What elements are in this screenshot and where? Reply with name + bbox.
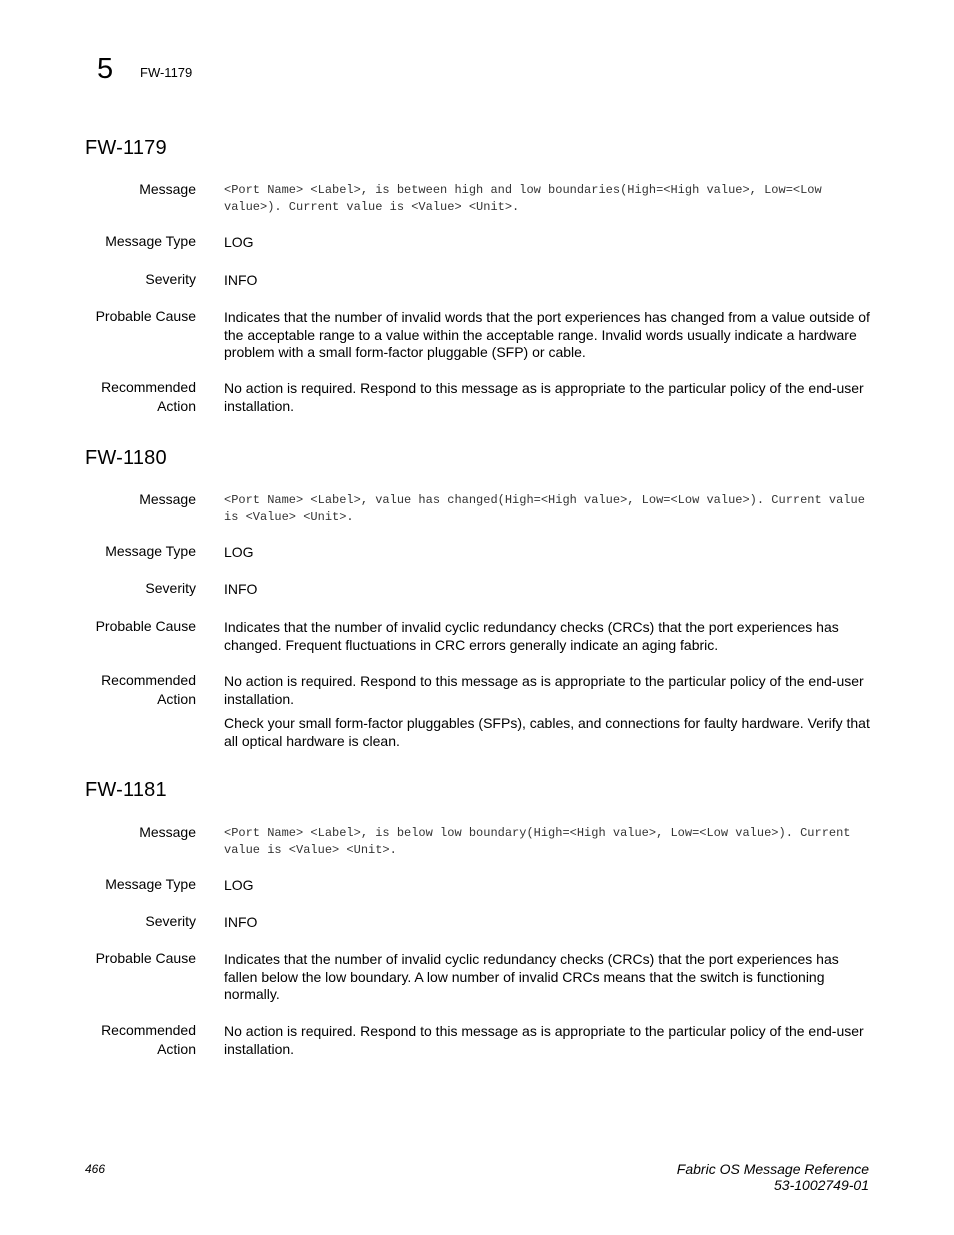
probable-cause-text: Indicates that the number of invalid cyclic redundancy checks (CRCs) that the port experiences has fallen below the low boundary. A low number of invalid CRCs means that the switch is functioning normally. [224, 951, 839, 1002]
doc-number: 53-1002749-01 [774, 1177, 869, 1193]
probable-cause-label: Probable Cause [95, 308, 196, 324]
recommended-action-label-line-2: Action [157, 691, 196, 707]
recommended-action-paragraph: No action is required. Respond to this message as is appropriate to the particular policy of the end-user installation. [224, 380, 864, 414]
message-label: Message [139, 181, 196, 197]
recommended-action-label-line-1: Recommended [101, 672, 196, 688]
message-label: Message [139, 491, 196, 507]
recommended-action-label [56, 378, 196, 416]
message-type-label: Message Type [105, 233, 196, 249]
running-head: FW-1179 [140, 65, 193, 80]
severity-label: Severity [145, 271, 196, 287]
message-type-value: LOG [224, 234, 254, 250]
severity-value: INFO [224, 914, 258, 930]
doc-title: Fabric OS Message Reference [676, 1161, 869, 1177]
message-type-label: Message Type [105, 876, 196, 892]
chapter-number: 5 [97, 53, 114, 85]
probable-cause-text: Indicates that the number of invalid words that the port experiences has changed from a value outside of the acceptable range to a value within the acceptable range. Invalid words usually indicate a hardware problem with a small form-factor pluggable (SFP) or cable. [224, 309, 870, 360]
recommended-action-label [56, 671, 196, 709]
recommended-action-text [224, 380, 874, 415]
section-title: FW-1181 [85, 779, 167, 801]
message-text: <Port Name> <Label>, value has changed(High=<High value>, Low=<Low value>). Current value is <Value> <Unit>. [224, 493, 865, 524]
section-title: FW-1179 [85, 137, 167, 159]
probable-cause-text: Indicates that the number of invalid cyclic redundancy checks (CRCs) that the port experiences has changed. Frequent fluctuations in CRC errors generally indicate an aging fabric. [224, 619, 839, 653]
recommended-action-text [224, 673, 874, 750]
recommended-action-label-line-1: Recommended [101, 1022, 196, 1038]
severity-value: INFO [224, 581, 258, 597]
recommended-action-label [56, 1021, 196, 1059]
message-text: <Port Name> <Label>, is between high and low boundaries(High=<High value>, Low=<Low value>). Current value is <Value> <Unit>. [224, 183, 822, 214]
message-type-value: LOG [224, 877, 254, 893]
severity-label: Severity [145, 580, 196, 596]
recommended-action-label-line-2: Action [157, 1041, 196, 1057]
message-type-value: LOG [224, 544, 254, 560]
probable-cause-label: Probable Cause [95, 950, 196, 966]
recommended-action-paragraph: No action is required. Respond to this message as is appropriate to the particular policy of the end-user installation. [224, 673, 864, 707]
recommended-action-label-line-2: Action [157, 398, 196, 414]
message-label: Message [139, 824, 196, 840]
page-number: 466 [85, 1162, 106, 1176]
recommended-action-text [224, 1023, 874, 1058]
footer-doc-info [677, 1161, 869, 1193]
severity-label: Severity [145, 913, 196, 929]
message-text: <Port Name> <Label>, is below low boundary(High=<High value>, Low=<Low value>). Current value is <Value> <Unit>. [224, 826, 851, 857]
recommended-action-paragraph: Check your small form-factor pluggables (SFPs), cables, and connections for faulty hardware. Verify that all optical hardware is clean. [224, 715, 870, 749]
recommended-action-paragraph: No action is required. Respond to this message as is appropriate to the particular policy of the end-user installation. [224, 1023, 864, 1057]
message-type-label: Message Type [105, 543, 196, 559]
probable-cause-label: Probable Cause [95, 618, 196, 634]
severity-value: INFO [224, 272, 258, 288]
recommended-action-label-line-1: Recommended [101, 379, 196, 395]
section-title: FW-1180 [85, 447, 167, 469]
